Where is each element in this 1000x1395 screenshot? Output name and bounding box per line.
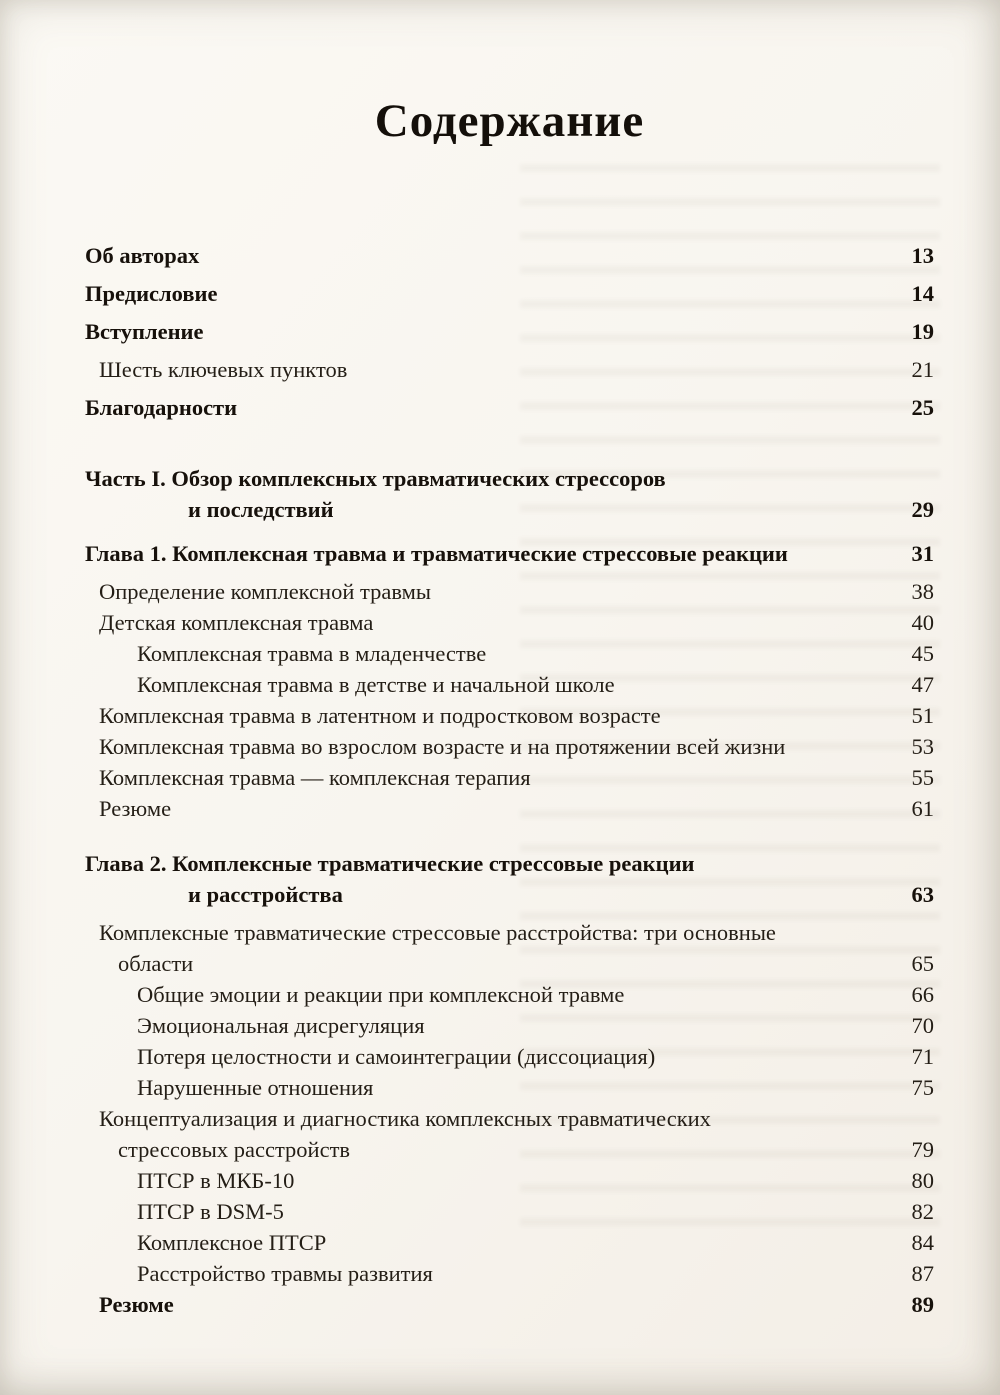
- toc-entry-title: Благодарности: [85, 395, 238, 420]
- toc-entry-line-continuation: [85, 494, 934, 525]
- toc-page-number: 70: [911, 1013, 934, 1038]
- toc-page-number: 55: [911, 765, 934, 790]
- toc-entry-line: [85, 1258, 934, 1289]
- toc-entry-title: области: [118, 951, 194, 976]
- toc-entry-line: [85, 1103, 934, 1134]
- toc-entry-line: [85, 607, 934, 638]
- toc-entry-line: [85, 278, 934, 309]
- toc-page-number: 14: [911, 281, 934, 306]
- toc-entry-title: Часть I. Обзор комплексных травматических стрессоров: [85, 466, 666, 491]
- toc-entry-title: Комплексная травма — комплексная терапия: [99, 765, 531, 790]
- toc-entry: [85, 1103, 934, 1165]
- toc-page-number: 61: [911, 796, 934, 821]
- toc-entry: [85, 1227, 934, 1258]
- toc-page-number: 19: [911, 319, 934, 344]
- toc-entry: [85, 240, 934, 271]
- toc-page-number: 47: [911, 672, 934, 697]
- toc-entry: [85, 669, 934, 700]
- toc-page-number: 87: [911, 1261, 934, 1286]
- toc-entry-title: Нарушенные отношения: [137, 1075, 374, 1100]
- toc-page-number: 75: [911, 1075, 934, 1100]
- toc-entry-title: Резюме: [99, 796, 172, 821]
- toc-entry-title: Определение комплексной травмы: [99, 579, 431, 604]
- toc-page-number: 40: [911, 610, 934, 635]
- toc-entry-line: [85, 1289, 934, 1320]
- toc-entry-line: [85, 316, 934, 347]
- toc-entry-line: [85, 669, 934, 700]
- toc-entry-title: Глава 2. Комплексные травматические стрессовые реакции: [85, 851, 695, 876]
- toc-entry-line: [85, 1072, 934, 1103]
- toc-entry-line-continuation: [85, 879, 934, 910]
- toc-entry: [85, 463, 934, 525]
- toc-entry-title: стрессовых расстройств: [118, 1137, 351, 1162]
- toc-entry: [85, 793, 934, 824]
- toc-page-number: 38: [911, 579, 934, 604]
- toc-entry: [85, 607, 934, 638]
- toc-entry: [85, 354, 934, 385]
- toc-entry-title: и последствий: [188, 497, 334, 522]
- toc-entry-line: [85, 240, 934, 271]
- toc-entry: [85, 1196, 934, 1227]
- toc-entry-title: Детская комплексная травма: [99, 610, 374, 635]
- toc-entry: [85, 1072, 934, 1103]
- toc-entry-line: [85, 354, 934, 385]
- toc-entry-line: [85, 700, 934, 731]
- toc-entry-line: [85, 1227, 934, 1258]
- toc-page-number: 80: [911, 1168, 934, 1193]
- toc-entry-title: Об авторах: [85, 243, 200, 268]
- toc-entry: [85, 917, 934, 979]
- toc-page-number: 21: [911, 357, 934, 382]
- toc-entry-line-continuation: [85, 1134, 934, 1165]
- toc-entry-title: Комплексная травма в латентном и подростковом возрасте: [99, 703, 661, 728]
- toc-entry: [85, 1289, 934, 1320]
- toc-entry-title: и расстройства: [188, 882, 343, 907]
- toc-entry-title: Предисловие: [85, 281, 218, 306]
- toc-entry-line: [85, 463, 934, 494]
- toc-entry-line: [85, 917, 934, 948]
- toc-entry-title: Комплексная травма во взрослом возрасте и на протяжении всей жизни: [99, 734, 786, 759]
- toc-entry: [85, 316, 934, 347]
- toc-page-number: 82: [911, 1199, 934, 1224]
- toc-entry-title: Вступление: [85, 319, 204, 344]
- toc-page-number: 45: [911, 641, 934, 666]
- toc-entry-title: Концептуализация и диагностика комплексных травматических: [99, 1106, 711, 1131]
- toc-entry-line: [85, 392, 934, 423]
- toc-entry: [85, 538, 934, 569]
- toc-entry-line: [85, 848, 934, 879]
- toc-entry: [85, 731, 934, 762]
- toc-page-number: 51: [911, 703, 934, 728]
- toc-entry-line-continuation: [85, 948, 934, 979]
- toc-page-number: 31: [911, 541, 934, 566]
- toc-entry-line: [85, 1196, 934, 1227]
- toc-entry-title: Шесть ключевых пунктов: [99, 357, 348, 382]
- toc-entry-line: [85, 731, 934, 762]
- toc-entry-title: Потеря целостности и самоинтеграции (диссоциация): [137, 1044, 656, 1069]
- toc-entry-line: [85, 1041, 934, 1072]
- toc-title: Содержание: [374, 95, 645, 147]
- toc-page-number: 71: [911, 1044, 934, 1069]
- toc-entry: [85, 576, 934, 607]
- toc-entry-line: [85, 1165, 934, 1196]
- toc-page-number: 84: [911, 1230, 934, 1255]
- toc-entry-title: Резюме: [99, 1292, 174, 1317]
- toc-page-number: 79: [911, 1137, 934, 1162]
- toc-entry: [85, 979, 934, 1010]
- toc-entry-line: [85, 1010, 934, 1041]
- toc-entry-title: Комплексное ПТСР: [137, 1230, 327, 1255]
- toc-entry-title: ПТСР в DSM-5: [137, 1199, 284, 1224]
- toc-page-number: 65: [911, 951, 934, 976]
- toc-entry: [85, 638, 934, 669]
- toc-entry: [85, 700, 934, 731]
- toc-entry: [85, 1041, 934, 1072]
- toc-entry-title: Общие эмоции и реакции при комплексной травме: [137, 982, 625, 1007]
- toc-page-number: 63: [911, 882, 934, 907]
- toc-entry: [85, 1258, 934, 1289]
- toc-page-number: 89: [911, 1292, 934, 1317]
- toc-entry-line: [85, 638, 934, 669]
- toc-entry: [85, 278, 934, 309]
- toc-entry: [85, 1165, 934, 1196]
- toc-page-number: 29: [911, 497, 934, 522]
- toc-page-number: 13: [911, 243, 934, 268]
- toc-entry-title: Комплексная травма в младенчестве: [137, 641, 487, 666]
- toc-page-number: 53: [911, 734, 934, 759]
- toc-entry-line: [85, 793, 934, 824]
- toc-list: [85, 240, 934, 1320]
- toc-entry-line: [85, 538, 934, 569]
- toc-entry-title: Глава 1. Комплексная травма и травматические стрессовые реакции: [85, 541, 788, 566]
- toc-entry-line: [85, 762, 934, 793]
- toc-entry-line: [85, 576, 934, 607]
- toc-page-number: 66: [911, 982, 934, 1007]
- toc-entry-title: ПТСР в МКБ-10: [137, 1168, 295, 1193]
- toc-entry: [85, 392, 934, 423]
- toc-entry-title: Расстройство травмы развития: [137, 1261, 433, 1286]
- toc-page-number: 25: [911, 395, 934, 420]
- toc-entry: [85, 762, 934, 793]
- toc-entry-title: Эмоциональная дисрегуляция: [137, 1013, 425, 1038]
- toc-entry-line: [85, 979, 934, 1010]
- toc-entry-title: Комплексные травматические стрессовые расстройства: три основные: [99, 920, 776, 945]
- toc-entry: [85, 1010, 934, 1041]
- toc-entry-title: Комплексная травма в детстве и начальной школе: [137, 672, 615, 697]
- toc-entry: [85, 848, 934, 910]
